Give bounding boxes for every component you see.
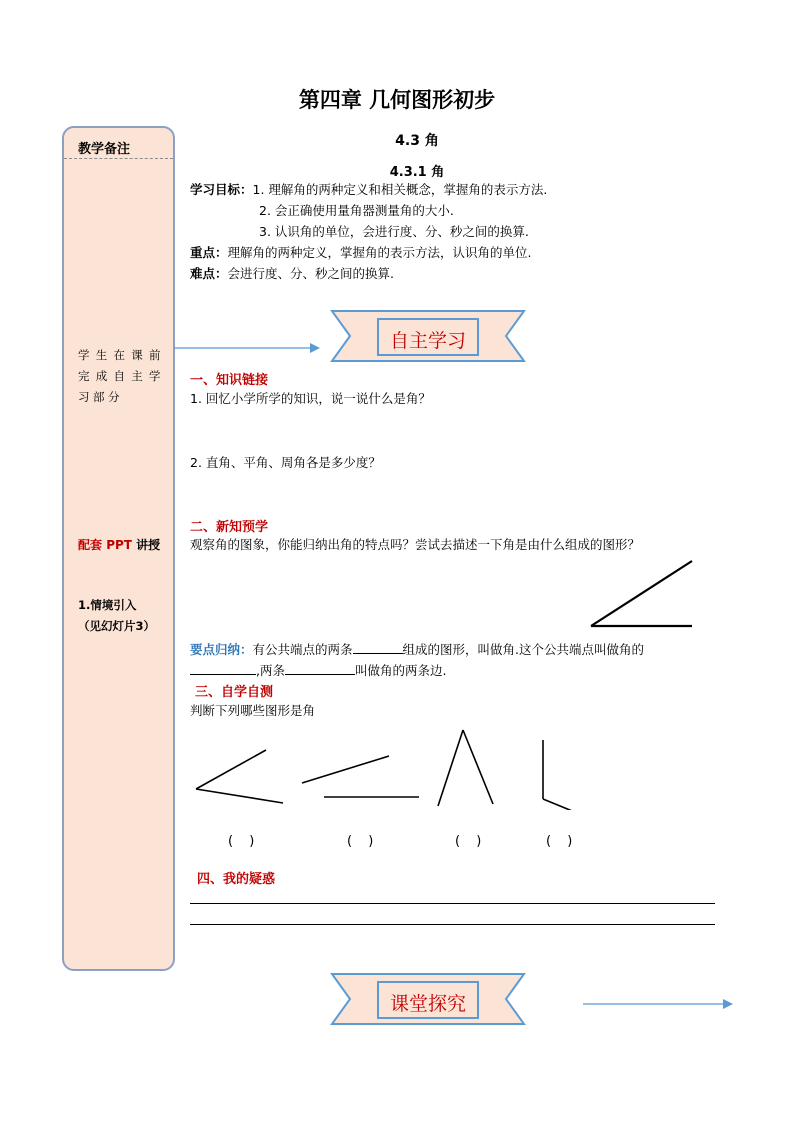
- difficulty-text: 会进行度、分、秒之间的换算.: [227, 266, 394, 281]
- difficulty-label: 难点：: [190, 266, 228, 281]
- summary-line-2: [190, 660, 446, 681]
- objective-1-text: 1. 理解角的两种定义和相关概念，掌握角的表示方法.: [252, 182, 548, 197]
- angle-candidates: [190, 726, 600, 810]
- sec3-title: 三、自学自测: [195, 685, 274, 700]
- key-point-label: 重点：: [190, 245, 228, 260]
- sec4-title: 四、我的疑惑: [197, 872, 276, 887]
- ppt-suffix: 讲授: [136, 538, 161, 552]
- sec2-prompt: 观察角的图象，你能归纳出角的特点吗？尝试去描述一下角是由什么组成的图形？: [190, 537, 641, 552]
- ppt-prefix: 配套: [78, 538, 103, 552]
- chapter-title: 第四章 几何图形初步: [298, 87, 496, 112]
- answer-mark-2: ( ): [347, 834, 380, 849]
- ppt-note: [78, 534, 166, 556]
- summary-part-c: ,两条: [256, 663, 285, 678]
- sec1-title: 一、知识链接: [190, 373, 269, 388]
- subsection-title: 4.3.1 角: [389, 165, 445, 180]
- sec1-question-1: 1. 回忆小学所学的知识，说一说什么是角？: [190, 391, 431, 406]
- arrow-to-self-study: [174, 341, 322, 355]
- teaching-notes-header: 教学备注: [78, 142, 131, 157]
- class-exploration-banner-label: 课堂探究: [389, 993, 466, 1015]
- self-study-banner-label: 自主学习: [389, 330, 466, 352]
- objective-2: 2. 会正确使用量角器测量角的大小.: [259, 203, 454, 218]
- summary-part-b: 组成的图形，叫做角.这个公共端点叫做角的: [402, 642, 645, 657]
- sec3-prompt: 判断下列哪些图形是角: [190, 703, 316, 718]
- figure-a-angle: [196, 750, 283, 803]
- answer-mark-4: ( ): [546, 834, 579, 849]
- arrow-continue: [583, 997, 735, 1011]
- summary-label: 要点归纳：: [190, 642, 253, 657]
- answer-line-1: [190, 903, 715, 904]
- objectives-label: 学习目标：: [190, 182, 253, 197]
- section-title: 4.3 角: [395, 133, 439, 149]
- key-point: [190, 243, 532, 263]
- summary-part-a: 有公共端点的两条: [252, 642, 353, 657]
- class-exploration-banner: [330, 972, 526, 1026]
- summary-line-1: [190, 639, 644, 660]
- sidebar-item-intro: [78, 595, 178, 637]
- figure-c-peak-angle: [438, 730, 493, 806]
- angle-figure: [588, 558, 696, 630]
- sec2-title: 二、新知预学: [190, 520, 269, 535]
- objective-3: 3. 认识角的单位，会进行度、分、秒之间的换算.: [259, 224, 529, 239]
- key-point-text: 理解角的两种定义，掌握角的表示方法，认识角的单位.: [227, 245, 532, 260]
- teaching-notes-divider: [64, 158, 173, 159]
- ppt-highlight: PPT: [106, 538, 132, 552]
- blank-rays: [353, 639, 403, 654]
- blank-vertex: [190, 660, 256, 675]
- figure-d-corner-angle: [543, 740, 582, 810]
- objective-1: [190, 180, 547, 200]
- sidebar-item-intro-label: 1.情境引入: [78, 598, 137, 612]
- answer-mark-3: ( ): [455, 834, 488, 849]
- summary-part-d: 叫做角的两条边.: [354, 663, 447, 678]
- answer-mark-1: ( ): [228, 834, 261, 849]
- figure-b-separate-lines: [302, 756, 419, 797]
- blank-sides: [285, 660, 355, 675]
- self-study-banner: [330, 309, 526, 363]
- sec1-question-2: 2. 直角、平角、周角各是多少度？: [190, 455, 381, 470]
- sidebar-item-intro-ref: （见幻灯片3）: [78, 619, 156, 633]
- answer-line-2: [190, 924, 715, 925]
- difficulty: [190, 264, 394, 284]
- pre-class-note: 学生在课前完成自主学习部分: [78, 348, 164, 404]
